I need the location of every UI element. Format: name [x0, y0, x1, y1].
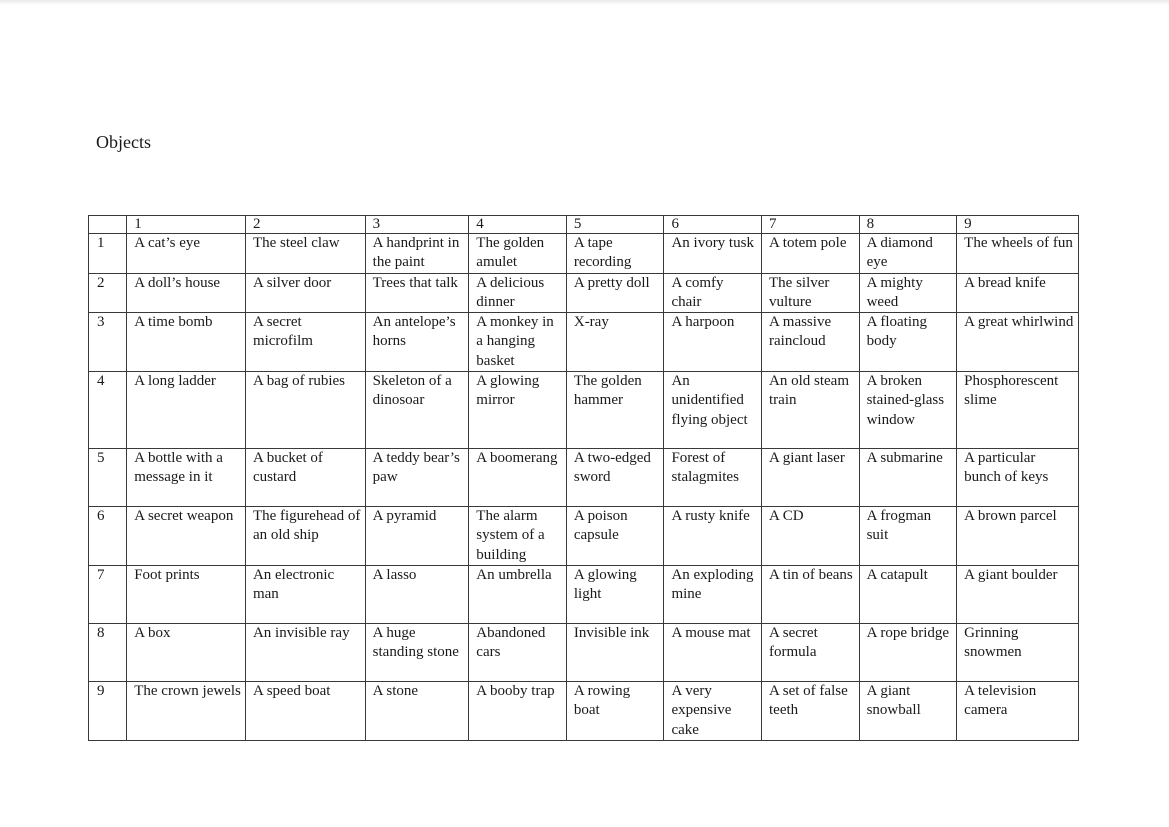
table-cell: A delicious dinner [469, 273, 567, 313]
table-cell: A particular bunch of keys [957, 449, 1079, 507]
table-cell: A time bomb [127, 313, 246, 372]
table-cell: An electronic man [245, 565, 365, 623]
table-cell: A pretty doll [566, 273, 664, 313]
table-cell: Forest of stalagmites [664, 449, 762, 507]
corner-cell [89, 216, 127, 234]
row-number: 9 [89, 681, 127, 740]
table-cell: A totem pole [762, 234, 860, 274]
table-cell: A boomerang [469, 449, 567, 507]
table-cell: A long ladder [127, 372, 246, 449]
table-row [89, 565, 1079, 623]
table-cell: A box [127, 623, 246, 681]
table-cell: A tape recording [566, 234, 664, 274]
column-header: 8 [859, 216, 957, 234]
column-header: 4 [469, 216, 567, 234]
row-number: 7 [89, 565, 127, 623]
table-cell: A bread knife [957, 273, 1079, 313]
table-cell: Invisible ink [566, 623, 664, 681]
table-cell: A secret microfilm [245, 313, 365, 372]
table-cell: An umbrella [469, 565, 567, 623]
table-cell: A poison capsule [566, 507, 664, 566]
table-cell: Foot prints [127, 565, 246, 623]
table-cell: A handprint in the paint [365, 234, 469, 274]
row-number: 3 [89, 313, 127, 372]
table-cell: The golden hammer [566, 372, 664, 449]
page-title: Objects [96, 132, 151, 152]
table-row [89, 273, 1079, 313]
table-cell: An old steam train [762, 372, 860, 449]
table-cell: A giant snowball [859, 681, 957, 740]
table-row [89, 449, 1079, 507]
table-cell: A huge standing stone [365, 623, 469, 681]
table-cell: A harpoon [664, 313, 762, 372]
table-row [89, 681, 1079, 740]
table-cell: An antelope’s horns [365, 313, 469, 372]
table-cell: A diamond eye [859, 234, 957, 274]
table-cell: A rusty knife [664, 507, 762, 566]
table-cell: A mighty weed [859, 273, 957, 313]
table-cell: A massive raincloud [762, 313, 860, 372]
row-number: 8 [89, 623, 127, 681]
table-cell: X-ray [566, 313, 664, 372]
table-cell: An exploding mine [664, 565, 762, 623]
table-cell: A set of false teeth [762, 681, 860, 740]
table-cell: A pyramid [365, 507, 469, 566]
table-cell: An invisible ray [245, 623, 365, 681]
table-cell: A comfy chair [664, 273, 762, 313]
table-cell: The golden amulet [469, 234, 567, 274]
table-row [89, 313, 1079, 372]
table-cell: A bag of rubies [245, 372, 365, 449]
table-cell: A mouse mat [664, 623, 762, 681]
table-cell: A silver door [245, 273, 365, 313]
page-edge [0, 0, 1169, 5]
table-row [89, 623, 1079, 681]
table-cell: An unidentified flying object [664, 372, 762, 449]
table-cell: A monkey in a hanging basket [469, 313, 567, 372]
column-header: 9 [957, 216, 1079, 234]
table-cell: A rowing boat [566, 681, 664, 740]
table-cell: A bottle with a message in it [127, 449, 246, 507]
table-cell: A glowing mirror [469, 372, 567, 449]
table-cell: A television camera [957, 681, 1079, 740]
table-cell: A very expensive cake [664, 681, 762, 740]
row-number: 4 [89, 372, 127, 449]
row-number: 5 [89, 449, 127, 507]
column-header: 5 [566, 216, 664, 234]
table-row [89, 372, 1079, 449]
table-cell: A great whirlwind [957, 313, 1079, 372]
table-cell: A submarine [859, 449, 957, 507]
table-cell: A broken stained-glass window [859, 372, 957, 449]
table-cell: A giant boulder [957, 565, 1079, 623]
table-cell: The silver vulture [762, 273, 860, 313]
table-cell: Abandoned cars [469, 623, 567, 681]
table-cell: The figurehead of an old ship [245, 507, 365, 566]
table-row [89, 234, 1079, 274]
table-cell: A catapult [859, 565, 957, 623]
row-number: 6 [89, 507, 127, 566]
table-cell: A stone [365, 681, 469, 740]
column-header: 6 [664, 216, 762, 234]
table-cell: A glowing light [566, 565, 664, 623]
table-cell: A doll’s house [127, 273, 246, 313]
table-row [89, 507, 1079, 566]
column-header: 3 [365, 216, 469, 234]
table-cell: Skeleton of a dinosoar [365, 372, 469, 449]
column-header: 2 [245, 216, 365, 234]
table-cell: The crown jewels [127, 681, 246, 740]
table-cell: A lasso [365, 565, 469, 623]
column-header: 7 [762, 216, 860, 234]
table-cell: A frogman suit [859, 507, 957, 566]
header-row [89, 216, 1079, 234]
table-cell: The alarm system of a building [469, 507, 567, 566]
table-cell: A cat’s eye [127, 234, 246, 274]
row-number: 2 [89, 273, 127, 313]
table-cell: A teddy bear’s paw [365, 449, 469, 507]
table-cell: A floating body [859, 313, 957, 372]
table-cell: The wheels of fun [957, 234, 1079, 274]
table-cell: A tin of beans [762, 565, 860, 623]
table-cell: A brown parcel [957, 507, 1079, 566]
objects-table [88, 215, 1079, 741]
table-cell: The steel claw [245, 234, 365, 274]
table-cell: A secret weapon [127, 507, 246, 566]
table-cell: A rope bridge [859, 623, 957, 681]
table-cell: Grinning snowmen [957, 623, 1079, 681]
table-cell: A CD [762, 507, 860, 566]
row-number: 1 [89, 234, 127, 274]
column-header: 1 [127, 216, 246, 234]
table-cell: A secret formula [762, 623, 860, 681]
table-cell: A giant laser [762, 449, 860, 507]
table-cell: Trees that talk [365, 273, 469, 313]
table-cell: A speed boat [245, 681, 365, 740]
table-cell: A booby trap [469, 681, 567, 740]
table-cell: Phosphorescent slime [957, 372, 1079, 449]
table-cell: A bucket of custard [245, 449, 365, 507]
table-cell: A two-edged sword [566, 449, 664, 507]
table-cell: An ivory tusk [664, 234, 762, 274]
